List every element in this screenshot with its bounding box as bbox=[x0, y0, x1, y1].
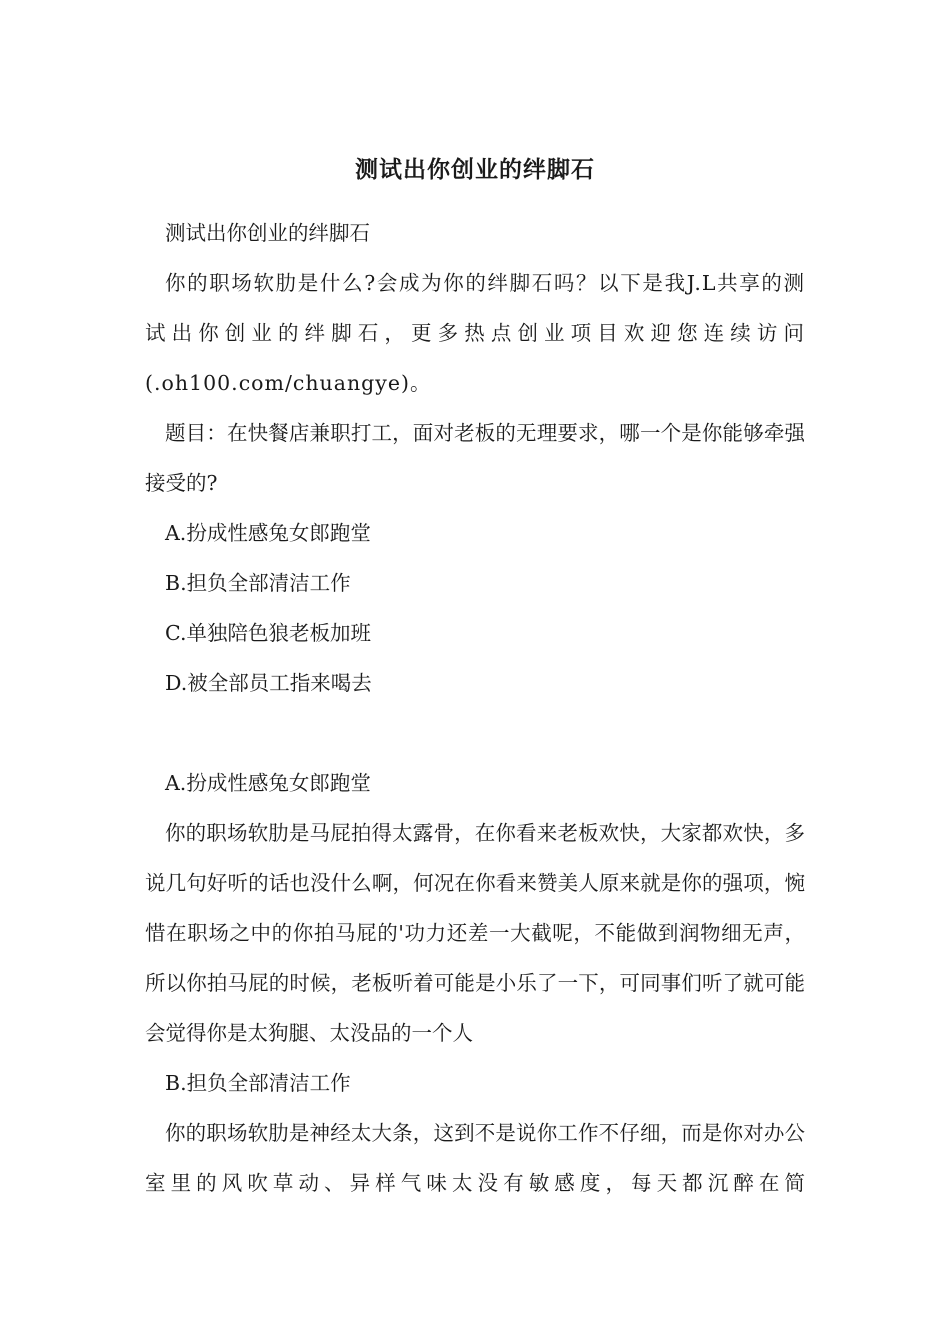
answer-b-label: B.担负全部清洁工作 bbox=[165, 1071, 351, 1095]
document-page bbox=[145, 150, 805, 1208]
option-c: C.单独陪色狼老板加班 bbox=[165, 621, 371, 645]
answer-b-text: 你的职场软肋是神经太大条，这到不是说你工作不仔细，而是你对办公室里的风吹草动、异样气味太没有敏感度，每天都沉醉在简 bbox=[145, 1121, 805, 1195]
answer-a-text: 你的职场软肋是马屁拍得太露骨，在你看来老板欢快，大家都欢快，多说几句好听的话也没什么啊，何况在你看来赞美人原来就是你的强项，惋惜在职场之中的你拍马屁的'功力还差一大截呢，不能做到润物细无声，所以你拍马屁的时候，老板听着可能是小乐了一下，可同事们听了就可能会觉得你是太狗腿、太没品的一个人 bbox=[145, 821, 805, 1045]
option-b: B.担负全部清洁工作 bbox=[165, 571, 351, 595]
intro-paragraph: 你的职场软肋是什么?会成为你的绊脚石吗？以下是我J.L共享的测试出你创业的绊脚石，更多热点创业项目欢迎您连续访问(.oh100.com/chuangye)。 bbox=[145, 271, 805, 395]
option-d: D.被全部员工指来喝去 bbox=[165, 671, 372, 695]
blank-line bbox=[145, 708, 805, 758]
answer-a-label: A.扮成性感兔女郎跑堂 bbox=[165, 771, 371, 795]
option-a: A.扮成性感兔女郎跑堂 bbox=[165, 521, 371, 545]
subtitle: 测试出你创业的绊脚石 bbox=[165, 221, 370, 245]
question-paragraph: 题目：在快餐店兼职打工，面对老板的无理要求，哪一个是你能够牵强接受的? bbox=[145, 421, 805, 495]
document-title: 测试出你创业的绊脚石 bbox=[355, 156, 595, 183]
